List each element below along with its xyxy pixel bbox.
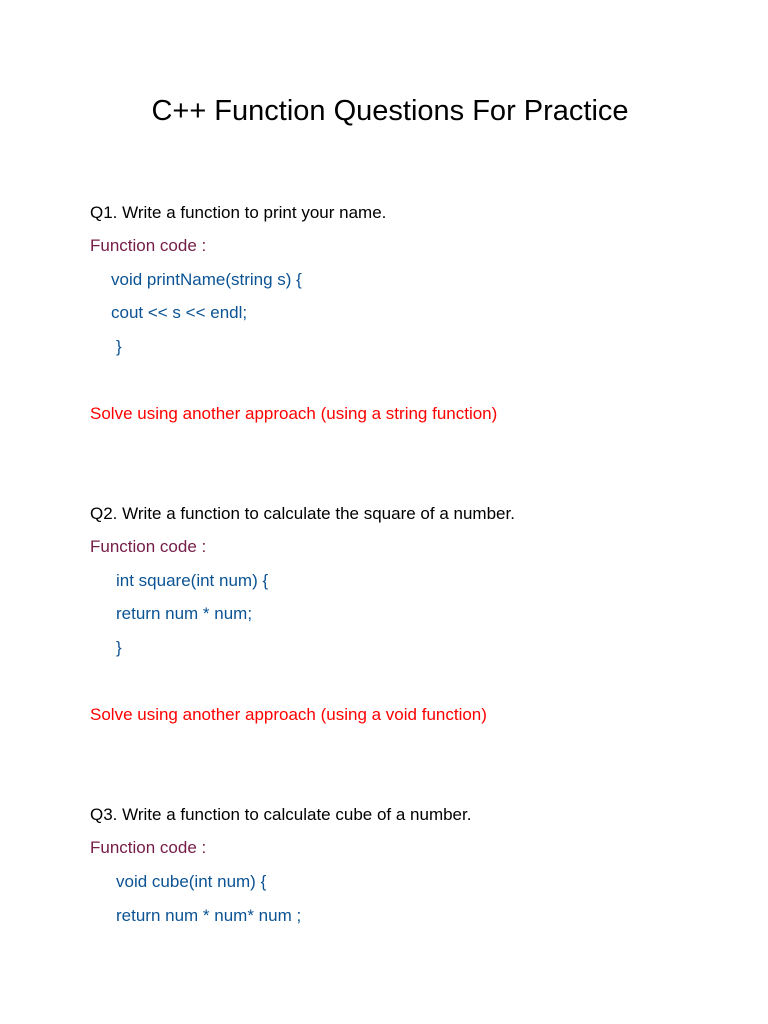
question-2-code-line-1: int square(int num) { — [116, 571, 269, 590]
question-3-code-line-2: return num * num* num ; — [116, 906, 302, 925]
question-3-code-label: Function code : — [90, 838, 207, 857]
question-2: Q2. Write a function to calculate the square of a number. — [90, 504, 515, 523]
question-1-code-label: Function code : — [90, 236, 207, 255]
question-3-code-line-1: void cube(int num) { — [116, 872, 267, 891]
page-title: C++ Function Questions For Practice — [151, 95, 629, 127]
question-2-code-label: Function code : — [90, 537, 207, 556]
question-1-code-line-2: cout << s << endl; — [111, 303, 248, 322]
question-1-solve-hint: Solve using another approach (using a string function) — [90, 404, 498, 423]
question-2-solve-hint: Solve using another approach (using a void function) — [90, 705, 487, 724]
question-1-code-line-1: void printName(string s) { — [111, 270, 302, 289]
question-1-code-line-3: } — [116, 337, 122, 356]
question-2-code-line-2: return num * num; — [116, 604, 253, 623]
question-2-code-line-3: } — [116, 638, 122, 657]
question-3: Q3. Write a function to calculate cube of a number. — [90, 805, 472, 824]
question-1: Q1. Write a function to print your name. — [90, 203, 387, 222]
